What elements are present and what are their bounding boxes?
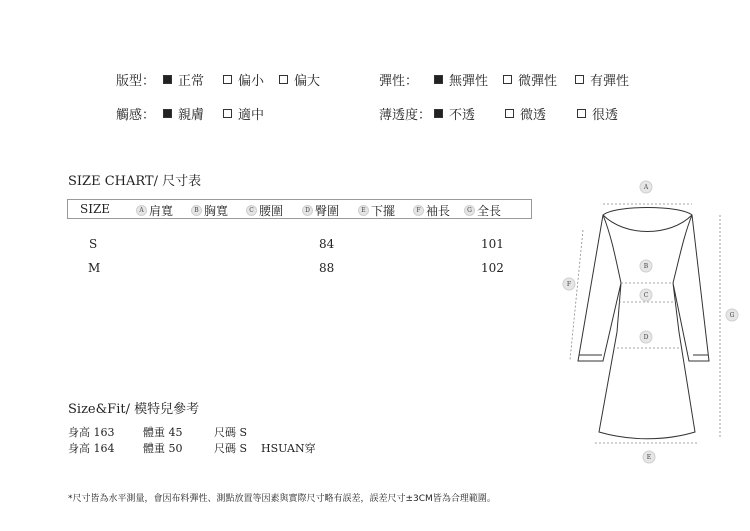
row-m-length: 102 bbox=[481, 261, 504, 275]
sheerness-label: 薄透度： bbox=[379, 108, 432, 123]
header-chest: B 胸寬 bbox=[191, 202, 228, 219]
unchecked-box-icon bbox=[503, 75, 512, 84]
neckline bbox=[603, 215, 692, 232]
armhole-right bbox=[673, 215, 692, 283]
dress-outline bbox=[578, 208, 709, 439]
svg-text:F: F bbox=[566, 281, 572, 288]
unchecked-box-icon bbox=[223, 109, 232, 118]
letter-c-badge: C bbox=[246, 205, 257, 216]
diagram-badge-f bbox=[563, 278, 575, 290]
svg-text:G: G bbox=[729, 312, 735, 319]
letter-g-badge: G bbox=[464, 205, 475, 216]
elasticity-option-none: 無彈性 bbox=[434, 70, 488, 89]
svg-text:D: D bbox=[643, 334, 649, 341]
model-1-weight: 體重 45 bbox=[143, 426, 183, 439]
fit-label: 版型： bbox=[116, 74, 156, 89]
feel-option-soft: 親膚 bbox=[163, 104, 204, 123]
unchecked-box-icon bbox=[575, 75, 584, 84]
size-header: SIZE bbox=[80, 202, 111, 216]
feel-label: 觸感： bbox=[116, 108, 156, 123]
model-fit-title: Size&Fit/ 模特兒參考 bbox=[68, 402, 200, 417]
sheerness-option-very: 很透 bbox=[577, 104, 618, 123]
diagram-badge-a bbox=[640, 181, 652, 193]
sheerness-option-opaque: 不透 bbox=[434, 104, 475, 123]
checked-box-icon bbox=[163, 75, 172, 84]
letter-a-badge: A bbox=[136, 205, 147, 216]
model-2-weight: 體重 50 bbox=[143, 442, 183, 455]
fit-option-large: 偏大 bbox=[279, 70, 320, 89]
svg-text:C: C bbox=[643, 292, 649, 299]
unchecked-box-icon bbox=[223, 75, 232, 84]
model-2-name: HSUAN穿 bbox=[261, 442, 316, 455]
model-1-height: 身高 163 bbox=[68, 426, 115, 439]
letter-b-badge: B bbox=[191, 205, 202, 216]
checked-box-icon bbox=[434, 75, 443, 84]
letter-e-badge: E bbox=[358, 205, 369, 216]
unchecked-box-icon bbox=[505, 109, 514, 118]
header-hem: E 下擺 bbox=[358, 202, 395, 219]
diagram-badge-c bbox=[640, 289, 652, 301]
model-2-size: 尺碼 S bbox=[214, 442, 248, 455]
checked-box-icon bbox=[163, 109, 172, 118]
elasticity-label: 彈性： bbox=[379, 74, 419, 89]
header-length: G 全長 bbox=[464, 202, 501, 219]
unchecked-box-icon bbox=[279, 75, 288, 84]
svg-text:E: E bbox=[646, 454, 652, 461]
model-2-height: 身高 164 bbox=[68, 442, 115, 455]
diagram-badge-b bbox=[640, 260, 652, 272]
garment-diagram bbox=[555, 175, 745, 475]
diagram-badge-d bbox=[640, 331, 652, 343]
model-1-size: 尺碼 S bbox=[214, 426, 248, 439]
elasticity-option-slight: 微彈性 bbox=[503, 70, 557, 89]
unchecked-box-icon bbox=[577, 109, 586, 118]
header-shoulder: A 肩寬 bbox=[136, 202, 173, 219]
svg-text:A: A bbox=[643, 184, 649, 191]
letter-f-badge: F bbox=[413, 205, 424, 216]
diagram-badge-g bbox=[726, 309, 738, 321]
fit-option-normal: 正常 bbox=[163, 70, 204, 89]
header-waist: C 腰圍 bbox=[246, 202, 283, 219]
size-chart-title: SIZE CHART/ 尺寸表 bbox=[68, 174, 202, 189]
header-hip: D 臀圍 bbox=[302, 202, 339, 219]
row-m-size: M bbox=[88, 261, 101, 275]
row-s-size: S bbox=[89, 237, 98, 251]
row-s-hip: 84 bbox=[319, 237, 335, 251]
checked-box-icon bbox=[434, 109, 443, 118]
footnote: *尺寸皆為水平測量，會因布料彈性、測點放置等因素與實際尺寸略有誤差，誤差尺寸±3CM皆為合理範圍。 bbox=[68, 494, 496, 504]
letter-d-badge: D bbox=[302, 205, 313, 216]
feel-option-medium: 適中 bbox=[223, 104, 264, 123]
row-m-hip: 88 bbox=[319, 261, 335, 275]
header-sleeve: F 袖長 bbox=[413, 202, 450, 219]
sheerness-option-slight: 微透 bbox=[505, 104, 546, 123]
fit-option-small: 偏小 bbox=[223, 70, 264, 89]
elasticity-option-yes: 有彈性 bbox=[575, 70, 629, 89]
diagram-badge-e bbox=[643, 451, 655, 463]
row-s-length: 101 bbox=[481, 237, 504, 251]
svg-text:B: B bbox=[643, 263, 649, 270]
